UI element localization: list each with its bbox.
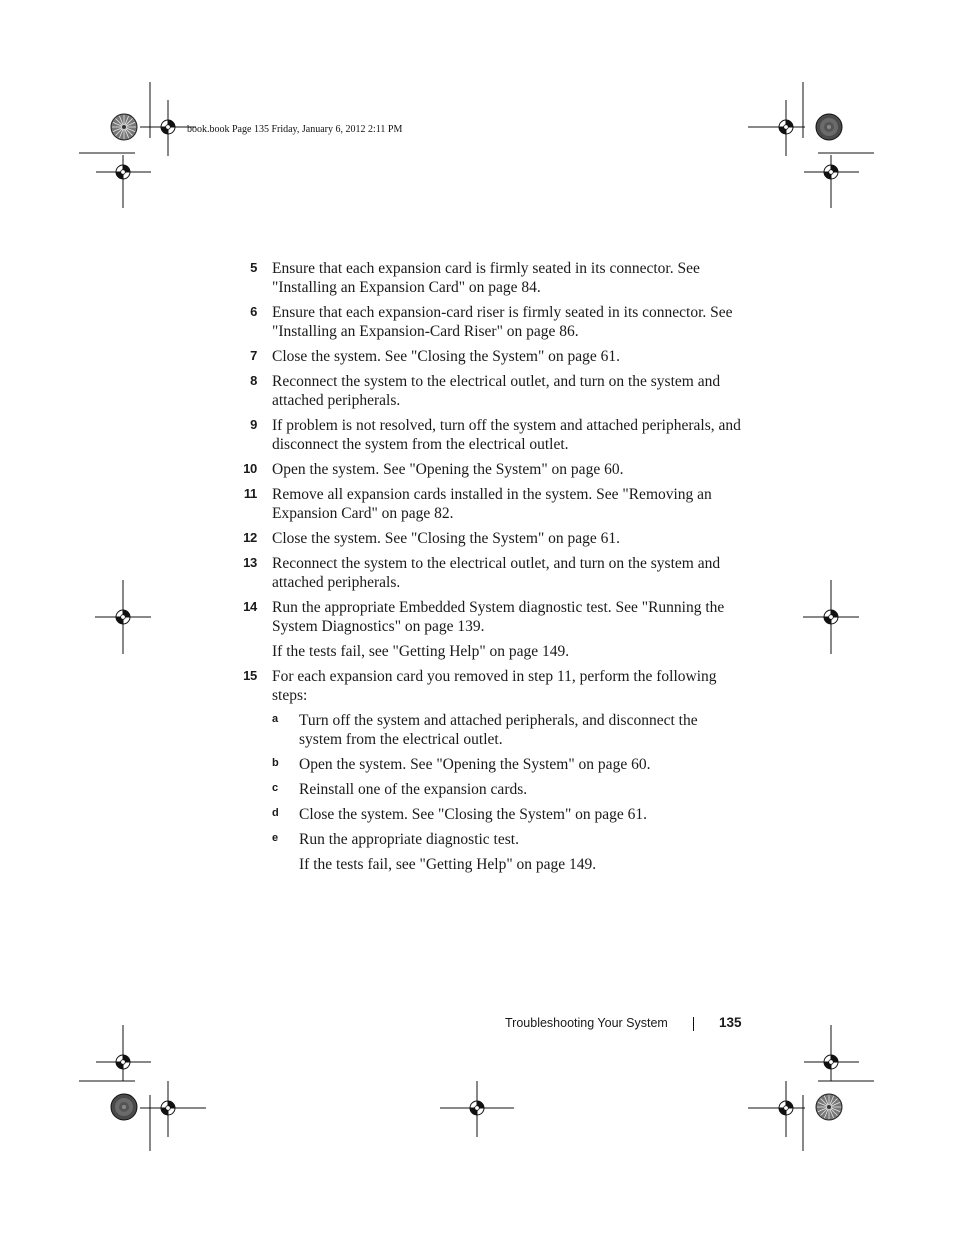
page-number: 135 [719, 1015, 742, 1030]
substep-text: Open the system. See "Opening the System" on page 60. [299, 756, 651, 773]
footer-divider [693, 1017, 694, 1031]
substep-text: Run the appropriate diagnostic test. [299, 831, 519, 848]
step-text: Ensure that each expansion card is firmly seated in its connector. See "Installing an Expansion Card" on page 84. [272, 260, 700, 296]
substep-letter: e [272, 832, 279, 844]
crop-mark-top-right [748, 82, 874, 208]
step-number: 14 [243, 599, 257, 614]
step-text: Ensure that each expansion-card riser is firmly seated in its connector. See "Installing an Expansion-Card Riser" on page 86. [272, 304, 733, 340]
substep-text: Reinstall one of the expansion cards. [299, 781, 528, 798]
step-text: For each expansion card you removed in step 11, perform the following steps: [272, 668, 717, 704]
footer-section-title: Troubleshooting Your System [505, 1016, 668, 1030]
step-8 [0, 372, 954, 410]
step-number: 6 [250, 304, 257, 319]
step-text: Close the system. See "Closing the System" on page 61. [272, 530, 621, 547]
substep-letter: d [272, 807, 279, 819]
step-12 [0, 529, 954, 548]
step-number: 5 [250, 260, 257, 275]
step-9 [0, 416, 954, 454]
step-number: 8 [250, 373, 257, 388]
substep-letter: b [272, 757, 279, 769]
step-text: Reconnect the system to the electrical outlet, and turn on the system and attached peripherals. [272, 373, 721, 409]
substep-a [0, 711, 954, 749]
step-number: 10 [243, 461, 257, 476]
substep-text: Turn off the system and attached peripherals, and disconnect the system from the electrical outlet. [299, 712, 698, 748]
step-number: 9 [250, 417, 257, 432]
step-6 [0, 303, 954, 341]
procedure-steps [0, 259, 954, 880]
step-15 [0, 667, 954, 874]
substep-c [0, 780, 954, 799]
step-number: 7 [250, 348, 257, 363]
step-number: 11 [243, 486, 257, 501]
step-14 [0, 598, 954, 661]
step-text: Run the appropriate Embedded System diagnostic test. See "Running the System Diagnostics" on page 139. [272, 599, 725, 635]
substep-b [0, 755, 954, 774]
step-11 [0, 485, 954, 523]
step-text: Close the system. See "Closing the System" on page 61. [272, 348, 621, 365]
crop-mark-bottom-left [79, 1025, 206, 1151]
step-13 [0, 554, 954, 592]
substep-list [0, 711, 954, 874]
step-10 [0, 460, 954, 479]
substep-letter: c [272, 782, 279, 794]
step-number: 13 [243, 555, 257, 570]
step-text: Remove all expansion cards installed in the system. See "Removing an Expansion Card" on page 82. [272, 486, 712, 522]
step-5 [0, 259, 954, 297]
print-slug: book.book Page 135 Friday, January 6, 2012 2:11 PM [187, 124, 403, 135]
substep-d [0, 805, 954, 824]
step-text: If problem is not resolved, turn off the system and attached peripherals, and disconnect the system from the electrical outlet. [272, 417, 741, 453]
step-note: If the tests fail, see "Getting Help" on page 149. [272, 643, 570, 660]
substep-text: Close the system. See "Closing the System" on page 61. [299, 806, 648, 823]
step-7 [0, 347, 954, 366]
step-text: Open the system. See "Opening the System" on page 60. [272, 461, 624, 478]
step-text: Reconnect the system to the electrical outlet, and turn on the system and attached peripherals. [272, 555, 721, 591]
crop-mark-bottom-right [748, 1025, 874, 1151]
step-number: 12 [243, 530, 257, 545]
substep-e [0, 830, 954, 874]
crop-mark-top-left [79, 82, 196, 208]
substep-letter: a [272, 713, 279, 725]
step-number: 15 [243, 668, 257, 683]
substep-note: If the tests fail, see "Getting Help" on page 149. [299, 856, 597, 873]
